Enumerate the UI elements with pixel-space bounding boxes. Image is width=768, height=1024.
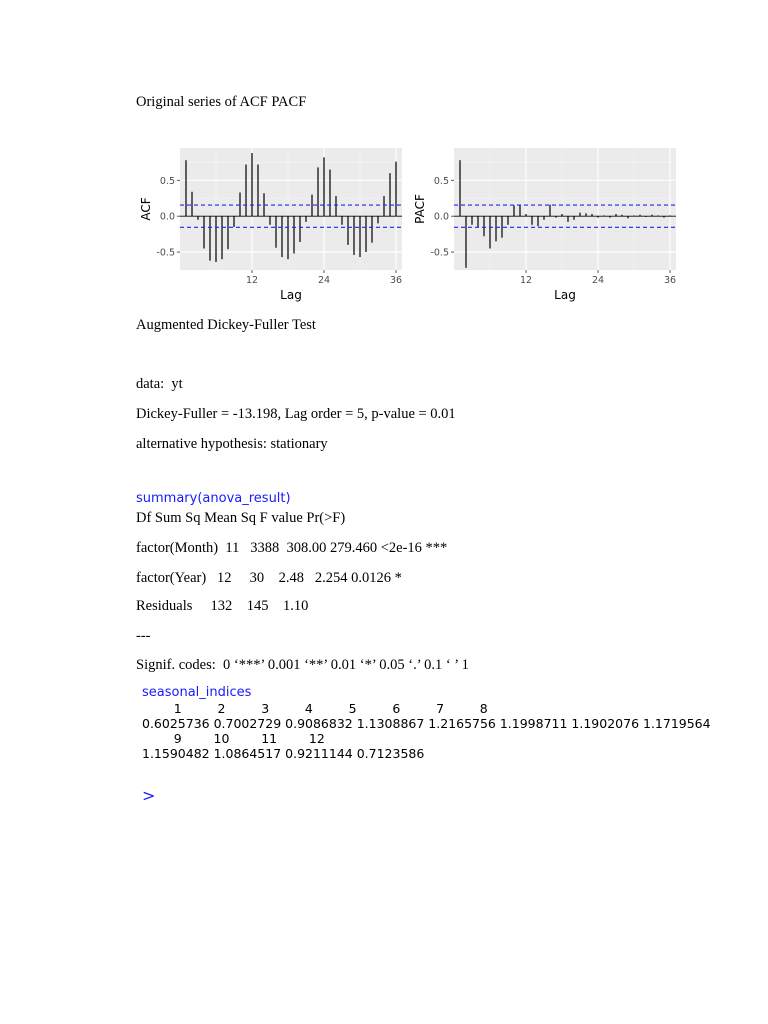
anova-separator: ---	[136, 628, 151, 644]
heading: Original series of ACF PACF	[136, 94, 307, 110]
anova-row-month: factor(Month) 11 3388 308.00 279.460 <2e-16 ***	[136, 540, 448, 556]
x-tick-label: 12	[519, 275, 533, 286]
anova-row-year: factor(Year) 12 30 2.48 2.254 0.0126 *	[136, 570, 402, 586]
x-axis-title: Lag	[280, 288, 302, 302]
y-tick-label: -0.5	[430, 247, 449, 259]
anova-row-residuals: Residuals 132 145 1.10	[136, 598, 309, 614]
seasonal-values-2: 1.1590482 1.0864517 0.9211144 0.7123586	[142, 746, 425, 761]
anova-header: Df Sum Sq Mean Sq F value Pr(>F)	[136, 510, 346, 526]
x-tick-label: 36	[389, 275, 403, 286]
seasonal-values-1: 0.6025736 0.7002729 0.9086832 1.1308867 1.2165756 1.1998711 1.1902076 1.1719564	[142, 716, 711, 731]
y-tick-label: 0.0	[159, 211, 175, 223]
y-axis-title: ACF	[139, 197, 153, 221]
y-tick-label: 0.5	[159, 175, 175, 187]
seasonal-header-1: 1 2 3 4 5 6 7 8	[142, 701, 488, 716]
x-tick-label: 36	[663, 275, 677, 286]
adf-title: Augmented Dickey-Fuller Test	[136, 317, 316, 333]
x-tick-label: 24	[317, 275, 331, 286]
anova-command: summary(anova_result)	[136, 491, 291, 506]
seasonal-command: seasonal_indices	[142, 685, 252, 700]
adf-statistic: Dickey-Fuller = -13.198, Lag order = 5, p-value = 0.01	[136, 406, 456, 422]
adf-data: data: yt	[136, 376, 183, 392]
y-axis-title: PACF	[413, 194, 427, 224]
adf-alternative: alternative hypothesis: stationary	[136, 436, 328, 452]
y-tick-label: -0.5	[156, 247, 175, 259]
pacf-chart	[410, 142, 680, 306]
console-prompt[interactable]: >	[142, 786, 156, 805]
x-tick-label: 12	[245, 275, 259, 286]
y-tick-label: 0.0	[433, 211, 449, 223]
x-tick-label: 24	[591, 275, 605, 286]
seasonal-header-2: 9 10 11 12	[142, 731, 325, 746]
acf-chart	[136, 142, 406, 306]
x-axis-title: Lag	[554, 288, 576, 302]
signif-codes: Signif. codes: 0 ‘***’ 0.001 ‘**’ 0.01 ‘*’ 0.05 ‘.’ 0.1 ‘ ’ 1	[136, 657, 469, 673]
y-tick-label: 0.5	[433, 175, 449, 187]
